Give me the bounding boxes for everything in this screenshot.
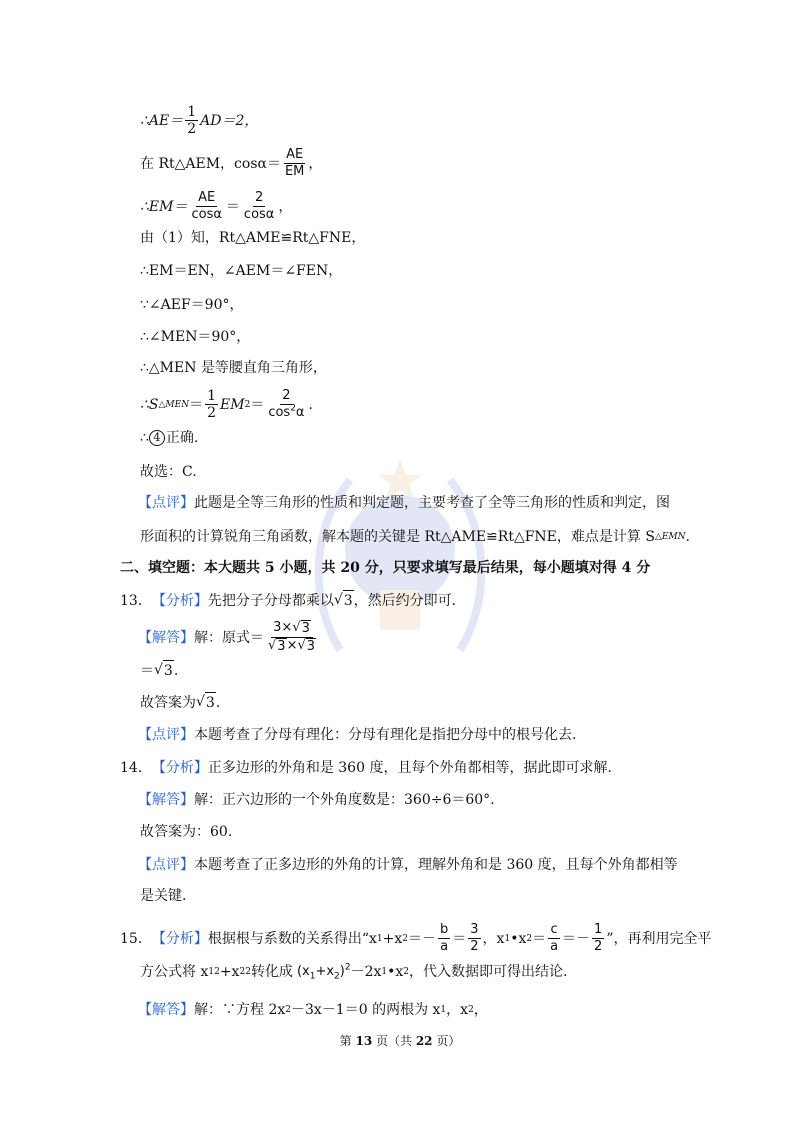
question-number: 13． [120, 592, 152, 609]
text: 形面积的计算锐角三角函数，解本题的关键是 Rt△AME≌Rt△FNE，难点是计算 S [140, 529, 655, 545]
text: 解：正六边形的一个外角度数是：360÷6＝60°. [194, 792, 495, 808]
radicand: 3 [205, 692, 216, 713]
text: . [173, 662, 179, 679]
numerator: c [550, 922, 558, 937]
q13-analysis [120, 590, 456, 611]
text: 先把分子分母都乘以 [207, 592, 334, 609]
text: ”，再利用完全平 [606, 930, 712, 947]
numerator: AE [198, 190, 216, 205]
comment-1 [138, 493, 670, 513]
text: 3× [273, 620, 293, 635]
text: . [685, 529, 690, 545]
numerator: AE [286, 147, 304, 162]
line-aef-90 [140, 295, 244, 315]
line-men-90 [140, 327, 250, 347]
text: ， [473, 1002, 488, 1018]
text: －3x－1＝0 的两根为 x [291, 1002, 441, 1018]
q14-answer [138, 790, 495, 810]
answer-tag: 【解答】 [138, 792, 194, 808]
q13-comment [138, 725, 576, 745]
analysis-tag: 【分析】 [151, 592, 208, 609]
numerator: 1 [594, 922, 603, 937]
text: ， [308, 155, 323, 172]
q14-final [140, 822, 232, 842]
fraction [548, 922, 560, 955]
text: 正多边形的外角和是 360 度，且每个外角都相等，据此即可求解. [207, 760, 612, 776]
comment-tag: 【点评】 [138, 857, 194, 873]
text: 本题考查了分母有理化：分母有理化是指把分母中的根号化去. [194, 727, 577, 743]
text: 故答案为：60. [140, 824, 233, 840]
numerator: 2 [255, 190, 264, 205]
text: －2x [350, 964, 382, 980]
analysis-tag: 【分析】 [151, 930, 208, 947]
radicand: 3 [306, 639, 316, 654]
text: . [215, 694, 221, 711]
text: 此题是全等三角形的性质和判定题，主要考查了全等三角形的性质和判定，图 [194, 495, 670, 511]
text: ，代入数据即可得出结论. [409, 964, 568, 980]
q15-analysis-line2: 方公式将 x 1 2 +x 2 2 转化成 $(x_1+x_2)^2$ －2x 1 •x 2 ，代入数据即可得出结论. [140, 962, 568, 982]
text: ，x [446, 1002, 469, 1018]
text: ∴ [140, 430, 149, 446]
text: 方公式将 x [140, 964, 209, 980]
text: •x [387, 964, 404, 980]
text: (x [296, 964, 310, 979]
q14-analysis [120, 758, 612, 778]
text: ＝ [452, 930, 467, 947]
denominator: EM [284, 164, 305, 179]
sqrt [268, 638, 287, 655]
sqrt [297, 638, 316, 655]
fraction [266, 388, 306, 421]
text: ∵∠AEF＝90°， [140, 297, 244, 313]
q13-result [140, 660, 178, 681]
numerator: 1 [187, 104, 197, 120]
fraction [283, 147, 306, 180]
radical-icon: √ [292, 620, 301, 635]
comment-tag: 【点评】 [138, 495, 194, 511]
line-cos-alpha [140, 147, 322, 180]
fraction [242, 190, 276, 223]
text: α [295, 405, 305, 420]
text: 二、填空题：本大题共 5 小题，共 20 分，只要求填写最后结果，每小题填对得 4 分 [120, 560, 651, 576]
radicand: 3 [301, 621, 310, 636]
fraction [592, 922, 604, 955]
numerator: 1 [207, 388, 217, 404]
text: ∴∠MEN＝90°， [140, 329, 251, 345]
subscript: 1 [309, 971, 316, 982]
text: +x [382, 930, 403, 947]
denominator: 2 [207, 405, 217, 421]
page-footer [0, 1032, 800, 1049]
page-number: 13 [355, 1034, 373, 1048]
text: 页） [432, 1034, 461, 1048]
denominator: 2 [594, 939, 603, 954]
answer-tag: 【解答】 [138, 1002, 194, 1018]
fraction [266, 620, 318, 655]
fraction [189, 190, 223, 223]
line-choose-c [140, 462, 197, 482]
numerator [271, 620, 313, 638]
q15-answer: 【解答】 解：∵方程 2x 2 －3x－1＝0 的两根为 x 1 ，x 2 ， [138, 1002, 488, 1018]
denominator: cosα [243, 207, 275, 222]
radical-icon: √ [268, 638, 277, 653]
text: 解：原式＝ [194, 629, 264, 646]
text: ＝－ [562, 930, 591, 947]
text: ∴EM＝EN，∠AEM＝∠FEN， [140, 263, 343, 279]
numerator: 2 [282, 388, 291, 403]
denominator: a [440, 939, 449, 954]
text: ＝ [140, 662, 154, 679]
line-four-correct [140, 428, 198, 448]
section-heading [120, 558, 650, 578]
numerator: 3 [470, 922, 479, 937]
text: 解：∵方程 2x [194, 1002, 286, 1018]
denominator [266, 405, 306, 421]
text: +x [315, 964, 335, 979]
comment-tag: 【点评】 [138, 727, 194, 743]
text: . [308, 396, 313, 413]
answer-tag: 【解答】 [138, 629, 194, 646]
q14-comment-line2 [140, 886, 186, 906]
text: 页（共 [372, 1034, 416, 1048]
radical-icon: √ [333, 592, 343, 608]
denominator: a [550, 939, 559, 954]
text: 在 Rt△AEM，cosα＝ [140, 155, 281, 172]
subscript: 2 [334, 971, 340, 982]
sqrt [292, 620, 311, 637]
text: × [286, 638, 298, 653]
radicand: 3 [343, 590, 354, 611]
line-isosceles [140, 358, 327, 378]
text: 是关键. [140, 888, 187, 904]
text: 第 [339, 1034, 356, 1048]
text: ＝ [225, 198, 240, 215]
fraction [185, 104, 198, 137]
total-pages: 22 [415, 1034, 433, 1048]
text: 故选：C. [140, 464, 197, 480]
text: ＝ [532, 930, 547, 947]
radicand: 3 [163, 660, 174, 681]
line-em-en [140, 261, 342, 281]
radicand: 3 [277, 639, 286, 654]
sqrt [196, 692, 216, 713]
question-number: 15． [120, 930, 152, 947]
analysis-tag: 【分析】 [151, 760, 208, 776]
sqrt [334, 590, 354, 611]
denominator: cosα [191, 207, 222, 222]
paren-expression [297, 962, 351, 982]
radical-icon: √ [154, 662, 163, 678]
q15-analysis: 15． 【分析】 根据根与系数的关系得出“x 1 +x 2 ＝－ $\frac{b}{a}$ ＝ $\frac{3}{2}$ ，x 1 •x 2 ＝ $\frac{c}{a}$ ＝－ $\frac{1}{2}$ ”，再利用完全平 [120, 922, 712, 954]
text: ， [278, 198, 293, 215]
text: ∴EM＝ [140, 198, 188, 215]
line-congruent [140, 228, 365, 248]
text: ∴△MEN 是等腰直角三角形， [140, 360, 327, 376]
text: ) [339, 964, 345, 979]
fraction [438, 922, 450, 955]
line-area-men: ∴S △MEN ＝ $\frac{1}{2}$ EM 2 ＝ $\frac{2}{\cos^2\alpha}$ . [140, 388, 313, 421]
sqrt [154, 660, 174, 681]
text: 故答案为 [140, 694, 196, 711]
superscript: 2 [290, 403, 296, 414]
text: 根据根与系数的关系得出“x [207, 930, 377, 947]
denominator [266, 638, 318, 655]
text: +x [219, 964, 240, 980]
q14-comment [138, 855, 678, 875]
text: 转化成 [250, 964, 293, 980]
text: ∴S [140, 396, 159, 413]
line-em-value [140, 190, 292, 223]
radical-icon: √ [196, 694, 205, 710]
question-number: 14． [120, 760, 152, 776]
text: AD＝2， [200, 112, 259, 129]
text: •x [510, 930, 527, 947]
q13-answer [138, 620, 320, 655]
line-ae-half-ad [140, 104, 258, 137]
fraction [468, 922, 480, 955]
denominator: 2 [470, 939, 479, 954]
text: ＝－ [408, 930, 436, 947]
text: 本题考查了正多边形的外角的计算，理解外角和是 360 度，且每个外角都相等 [194, 857, 678, 873]
text: EM [220, 396, 245, 413]
text: ，x [482, 930, 505, 947]
comment-1-line2: 形面积的计算锐角三角函数，解本题的关键是 Rt△AME≌Rt△FNE，难点是计算 S △EMN . [140, 529, 690, 545]
text: ，然后约分即可. [353, 592, 457, 609]
text: ∴AE＝ [140, 112, 184, 129]
text: 正确. [165, 430, 199, 446]
fraction [205, 388, 218, 421]
text: ＝ [250, 396, 265, 413]
circled-number: 4 [149, 430, 165, 446]
radical-icon: √ [297, 638, 306, 653]
q13-final [140, 692, 220, 713]
text: cos [268, 405, 291, 420]
text: ＝ [189, 396, 204, 413]
denominator: 2 [187, 121, 197, 137]
superscript: 2 [344, 962, 351, 973]
text: 由（1）知，Rt△AME≌Rt△FNE， [140, 230, 366, 246]
numerator: b [440, 922, 449, 937]
